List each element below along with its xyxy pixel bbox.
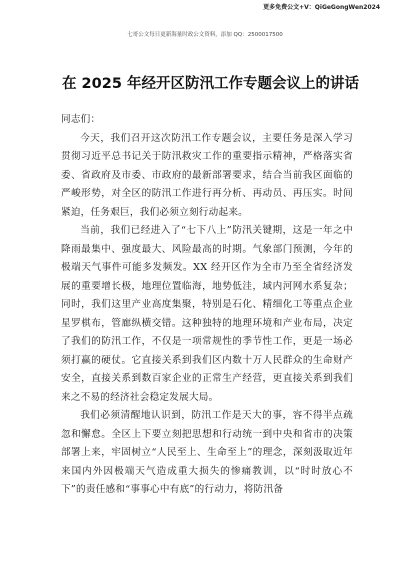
update-notice: 七哥公文每日更新海量时政公文资料，添加 QQ：2500017500 <box>127 32 283 38</box>
greeting: 同志们： <box>61 114 101 125</box>
paragraph-2: 当前，我们已经进入了“七下八上”防汛关键期，这是一年之中降雨最集中、强度最大、风险最高的时期。气象部门预测，今年的极端天气事件可能多发频发。XX 经开区作为全市乃至全省经济发展的重要增长极，地理位置临海，地势低洼，域内河网水系复杂；同时，我们这里产业高度集聚，特别是石化、精细化工等重点企业星罗棋布，管廊纵横交错。这种独特的地理环境和产业布局，决定了我们的防汛工作，不仅是一项常规性的季节性工作，更是一场必须打赢的硬仗。它直接关系到我们区内数十万人民群众的生命财产安全，直接关系到数百家企业的正常生产经营，更直接关系到我们来之不易的经济社会稳定发展大局。 <box>61 225 353 403</box>
paragraph-1: 今天，我们召开这次防汛工作专题会议，主要任务是深入学习贯彻习近平总书记关于防汛救灾工作的重要指示精神，严格落实省委、省政府及市委、市政府的最新部署要求，结合当前我区面临的严峻形势，对全区的防汛工作进行再分析、再动员、再压实。时间紧迫，任务艰巨，我们必须立刻行动起来。 <box>61 132 353 218</box>
download-banner <box>0 0 410 14</box>
document-body <box>61 111 353 500</box>
download-tag: 更多免费公文+V：QiGeGongWen2024 <box>263 4 380 11</box>
document-title: 在 2025 年经开区防汛工作专题会议上的讲话 <box>62 76 359 92</box>
paragraph-3: 我们必须清醒地认识到，防汛工作是天大的事，容不得半点疏忽和懈怠。全区上下要立刻把思想和行动统一到中央和省市的决策部署上来，牢固树立“人民至上、生命至上”的理念，深刻汲取近年来国内外因极端天气造成重大损失的惨痛教训，以“时时放心不下”的责任感和“事事心中有底”的行动力，将防汛备 <box>61 410 353 495</box>
